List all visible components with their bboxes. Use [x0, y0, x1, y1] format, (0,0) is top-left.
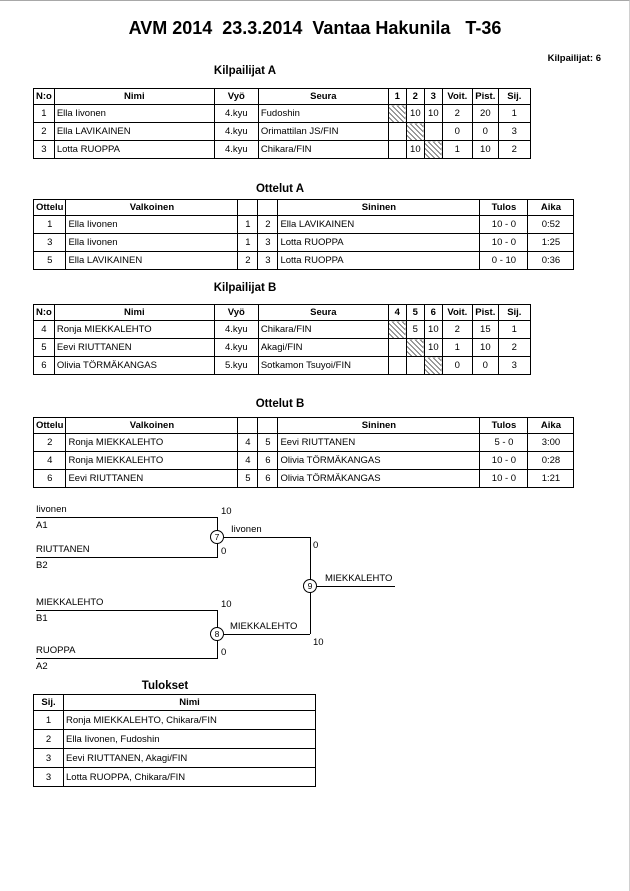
- result-place: 1: [34, 711, 64, 730]
- col-header-wins: Voit.: [442, 305, 472, 321]
- bracket-score: 0: [221, 647, 227, 658]
- blue-name: Lotta RUOPPA: [278, 234, 480, 252]
- match-score-cell: [388, 357, 406, 375]
- bracket-score: 10: [221, 506, 232, 517]
- match-score-cell: [388, 123, 406, 141]
- results-table: [33, 694, 316, 787]
- competitor-belt: 4.kyu: [214, 321, 258, 339]
- competitor-row: [34, 141, 531, 159]
- bracket-line: [36, 610, 218, 611]
- white-name: Eevi RIUTTANEN: [66, 470, 238, 488]
- wins-cell: 2: [442, 105, 472, 123]
- match-score-cell: 10: [424, 339, 442, 357]
- matches-a-table: [33, 199, 574, 270]
- col-header-blue-no: [258, 200, 278, 216]
- competitor-club: Chikara/FIN: [258, 141, 388, 159]
- col-header-result: Tulos: [480, 200, 528, 216]
- result-cell: 5 - 0: [480, 434, 528, 452]
- competitor-no: 3: [34, 141, 55, 159]
- bracket-competitor-name: RIUTTANEN: [36, 544, 90, 555]
- blue-no: 2: [258, 216, 278, 234]
- white-no: 4: [238, 434, 258, 452]
- col-header-no: N:o: [34, 305, 55, 321]
- result-cell: 10 - 0: [480, 452, 528, 470]
- blue-no: 5: [258, 434, 278, 452]
- competitor-row: [34, 123, 531, 141]
- match-row: [34, 234, 574, 252]
- match-no: 1: [34, 216, 66, 234]
- match-row: [34, 252, 574, 270]
- matches-a-title: Ottelut A: [255, 183, 305, 195]
- col-header-belt: Vyö: [214, 89, 258, 105]
- time-cell: 0:36: [528, 252, 574, 270]
- competitor-row: [34, 357, 531, 375]
- points-cell: 20: [472, 105, 498, 123]
- white-no: 1: [238, 216, 258, 234]
- match-row: [34, 216, 574, 234]
- competitor-row: [34, 339, 531, 357]
- result-place: 3: [34, 749, 64, 768]
- col-header-m1: 1: [388, 89, 406, 105]
- col-header-belt: Vyö: [214, 305, 258, 321]
- wins-cell: 0: [442, 357, 472, 375]
- match-no: 4: [34, 452, 66, 470]
- place-cell: 1: [498, 105, 530, 123]
- match-score-cell: [388, 339, 406, 357]
- self-match-cell: [388, 105, 406, 123]
- place-cell: 3: [498, 123, 530, 141]
- col-header-blue: Sininen: [278, 200, 480, 216]
- col-header-time: Aika: [528, 418, 574, 434]
- bracket-score: 0: [221, 546, 227, 557]
- bracket-winner-name: MIEKKALEHTO: [325, 573, 393, 584]
- match-score-cell: 10: [406, 105, 424, 123]
- col-header-name: Nimi: [64, 695, 316, 711]
- col-header-place: Sij.: [498, 89, 530, 105]
- col-header-place: Sij.: [34, 695, 64, 711]
- match-score-cell: [388, 141, 406, 159]
- white-no: 5: [238, 470, 258, 488]
- bracket-line: [36, 517, 218, 518]
- bracket-seed: A1: [36, 520, 48, 531]
- result-cell: 10 - 0: [480, 470, 528, 488]
- blue-name: Eevi RIUTTANEN: [278, 434, 480, 452]
- competitor-name: Olivia TÖRMÄKANGAS: [54, 357, 214, 375]
- competitor-club: Fudoshin: [258, 105, 388, 123]
- competitor-belt: 4.kyu: [214, 123, 258, 141]
- result-name: Lotta RUOPPA, Chikara/FIN: [64, 768, 316, 787]
- competitor-belt: 4.kyu: [214, 105, 258, 123]
- col-header-blue-no: [258, 418, 278, 434]
- competitor-club: Sotkamon Tsuyoi/FIN: [258, 357, 388, 375]
- result-cell: 10 - 0: [480, 234, 528, 252]
- blue-name: Ella LAVIKAINEN: [278, 216, 480, 234]
- wins-cell: 1: [442, 141, 472, 159]
- place-cell: 3: [498, 357, 530, 375]
- bracket-match-node: 9: [303, 579, 317, 593]
- competitor-club: Chikara/FIN: [258, 321, 388, 339]
- matches-b-table: [33, 417, 574, 488]
- col-header-match: Ottelu: [34, 200, 66, 216]
- col-header-white-no: [238, 200, 258, 216]
- blue-no: 3: [258, 234, 278, 252]
- match-score-cell: [406, 357, 424, 375]
- competitor-belt: 4.kyu: [214, 141, 258, 159]
- result-place: 2: [34, 730, 64, 749]
- bracket-match-node: 8: [210, 627, 224, 641]
- white-name: Ella LAVIKAINEN: [66, 252, 238, 270]
- col-header-m1: 4: [388, 305, 406, 321]
- pool-b-table: [33, 304, 531, 375]
- result-row: [34, 730, 316, 749]
- white-name: Ella Iivonen: [66, 234, 238, 252]
- match-no: 6: [34, 470, 66, 488]
- col-header-name: Nimi: [54, 305, 214, 321]
- bracket-seed: B1: [36, 613, 48, 624]
- white-no: 4: [238, 452, 258, 470]
- self-match-cell: [406, 123, 424, 141]
- self-match-cell: [424, 141, 442, 159]
- bracket-competitor-name: RUOPPA: [36, 645, 76, 656]
- white-name: Ronja MIEKKALEHTO: [66, 434, 238, 452]
- time-cell: 0:52: [528, 216, 574, 234]
- result-row: [34, 768, 316, 787]
- col-header-white-no: [238, 418, 258, 434]
- col-header-points: Pist.: [472, 89, 498, 105]
- col-header-club: Seura: [258, 89, 388, 105]
- white-no: 1: [238, 234, 258, 252]
- result-name: Ella Iivonen, Fudoshin: [64, 730, 316, 749]
- col-header-blue: Sininen: [278, 418, 480, 434]
- blue-no: 6: [258, 452, 278, 470]
- bracket-competitor-name: MIEKKALEHTO: [36, 597, 104, 608]
- points-cell: 10: [472, 141, 498, 159]
- wins-cell: 2: [442, 321, 472, 339]
- col-header-time: Aika: [528, 200, 574, 216]
- result-name: Ronja MIEKKALEHTO, Chikara/FIN: [64, 711, 316, 730]
- result-cell: 0 - 10: [480, 252, 528, 270]
- col-header-white: Valkoinen: [66, 200, 238, 216]
- competitor-no: 5: [34, 339, 55, 357]
- col-header-white: Valkoinen: [66, 418, 238, 434]
- pool-a-table: [33, 88, 531, 159]
- col-header-m3: 6: [424, 305, 442, 321]
- match-score-cell: 10: [424, 105, 442, 123]
- bracket-winner-name: MIEKKALEHTO: [230, 621, 298, 632]
- time-cell: 0:28: [528, 452, 574, 470]
- wins-cell: 1: [442, 339, 472, 357]
- col-header-club: Seura: [258, 305, 388, 321]
- col-header-result: Tulos: [480, 418, 528, 434]
- blue-name: Olivia TÖRMÄKANGAS: [278, 470, 480, 488]
- competitor-name: Ronja MIEKKALEHTO: [54, 321, 214, 339]
- competitor-belt: 5.kyu: [214, 357, 258, 375]
- competitor-no: 1: [34, 105, 55, 123]
- competitors-count: Kilpailijat: 6: [547, 53, 601, 64]
- competitor-name: Eevi RIUTTANEN: [54, 339, 214, 357]
- place-cell: 2: [498, 141, 530, 159]
- match-row: [34, 434, 574, 452]
- col-header-place: Sij.: [498, 305, 530, 321]
- result-row: [34, 711, 316, 730]
- time-cell: 1:25: [528, 234, 574, 252]
- place-cell: 2: [498, 339, 530, 357]
- competitor-belt: 4.kyu: [214, 339, 258, 357]
- points-cell: 0: [472, 357, 498, 375]
- matches-b-header-row: [34, 418, 574, 434]
- col-header-m2: 2: [406, 89, 424, 105]
- points-cell: 10: [472, 339, 498, 357]
- competitor-no: 6: [34, 357, 55, 375]
- self-match-cell: [424, 357, 442, 375]
- points-cell: 0: [472, 123, 498, 141]
- bracket-line: [36, 658, 218, 659]
- matches-b-title: Ottelut B: [255, 398, 305, 410]
- col-header-m2: 5: [406, 305, 424, 321]
- place-cell: 1: [498, 321, 530, 339]
- col-header-name: Nimi: [54, 89, 214, 105]
- col-header-points: Pist.: [472, 305, 498, 321]
- competitor-club: Akagi/FIN: [258, 339, 388, 357]
- match-score-cell: 10: [424, 321, 442, 339]
- competitor-club: Orimattilan JS/FIN: [258, 123, 388, 141]
- matches-a-header-row: [34, 200, 574, 216]
- pool-b-header-row: [34, 305, 531, 321]
- pool-a-title: Kilpailijat A: [213, 65, 277, 77]
- competitor-row: [34, 105, 531, 123]
- bracket-score: 10: [221, 599, 232, 610]
- competitor-name: Ella LAVIKAINEN: [54, 123, 214, 141]
- match-no: 2: [34, 434, 66, 452]
- wins-cell: 0: [442, 123, 472, 141]
- bracket-line: [224, 537, 310, 538]
- result-cell: 10 - 0: [480, 216, 528, 234]
- blue-no: 6: [258, 470, 278, 488]
- bracket-line: [317, 586, 395, 587]
- bracket-seed: B2: [36, 560, 48, 571]
- self-match-cell: [388, 321, 406, 339]
- col-header-m3: 3: [424, 89, 442, 105]
- time-cell: 1:21: [528, 470, 574, 488]
- bracket-seed: A2: [36, 661, 48, 672]
- blue-name: Olivia TÖRMÄKANGAS: [278, 452, 480, 470]
- match-score-cell: 10: [406, 141, 424, 159]
- match-score-cell: [424, 123, 442, 141]
- white-name: Ronja MIEKKALEHTO: [66, 452, 238, 470]
- col-header-match: Ottelu: [34, 418, 66, 434]
- points-cell: 15: [472, 321, 498, 339]
- col-header-wins: Voit.: [442, 89, 472, 105]
- bracket-match-node: 7: [210, 530, 224, 544]
- blue-no: 3: [258, 252, 278, 270]
- competitor-name: Lotta RUOPPA: [54, 141, 214, 159]
- white-name: Ella Iivonen: [66, 216, 238, 234]
- self-match-cell: [406, 339, 424, 357]
- competitor-no: 2: [34, 123, 55, 141]
- match-no: 3: [34, 234, 66, 252]
- result-place: 3: [34, 768, 64, 787]
- bracket-line: [224, 634, 310, 635]
- bracket-score: 10: [313, 637, 324, 648]
- results-title: Tulokset: [141, 680, 189, 692]
- bracket-score: 0: [313, 540, 319, 551]
- pool-a-header-row: [34, 89, 531, 105]
- match-score-cell: 5: [406, 321, 424, 339]
- result-row: [34, 749, 316, 768]
- match-row: [34, 470, 574, 488]
- bracket-line: [36, 557, 218, 558]
- blue-name: Lotta RUOPPA: [278, 252, 480, 270]
- competitor-no: 4: [34, 321, 55, 339]
- results-header-row: [34, 695, 316, 711]
- time-cell: 3:00: [528, 434, 574, 452]
- page-title: AVM 2014 23.3.2014 Vantaa Hakunila T-36: [128, 18, 502, 38]
- col-header-no: N:o: [34, 89, 55, 105]
- result-name: Eevi RIUTTANEN, Akagi/FIN: [64, 749, 316, 768]
- match-no: 5: [34, 252, 66, 270]
- white-no: 2: [238, 252, 258, 270]
- competitor-name: Ella Iivonen: [54, 105, 214, 123]
- match-row: [34, 452, 574, 470]
- pool-b-title: Kilpailijat B: [213, 282, 277, 294]
- competitor-row: [34, 321, 531, 339]
- bracket-winner-name: Iivonen: [231, 524, 262, 535]
- bracket-competitor-name: Iivonen: [36, 504, 67, 515]
